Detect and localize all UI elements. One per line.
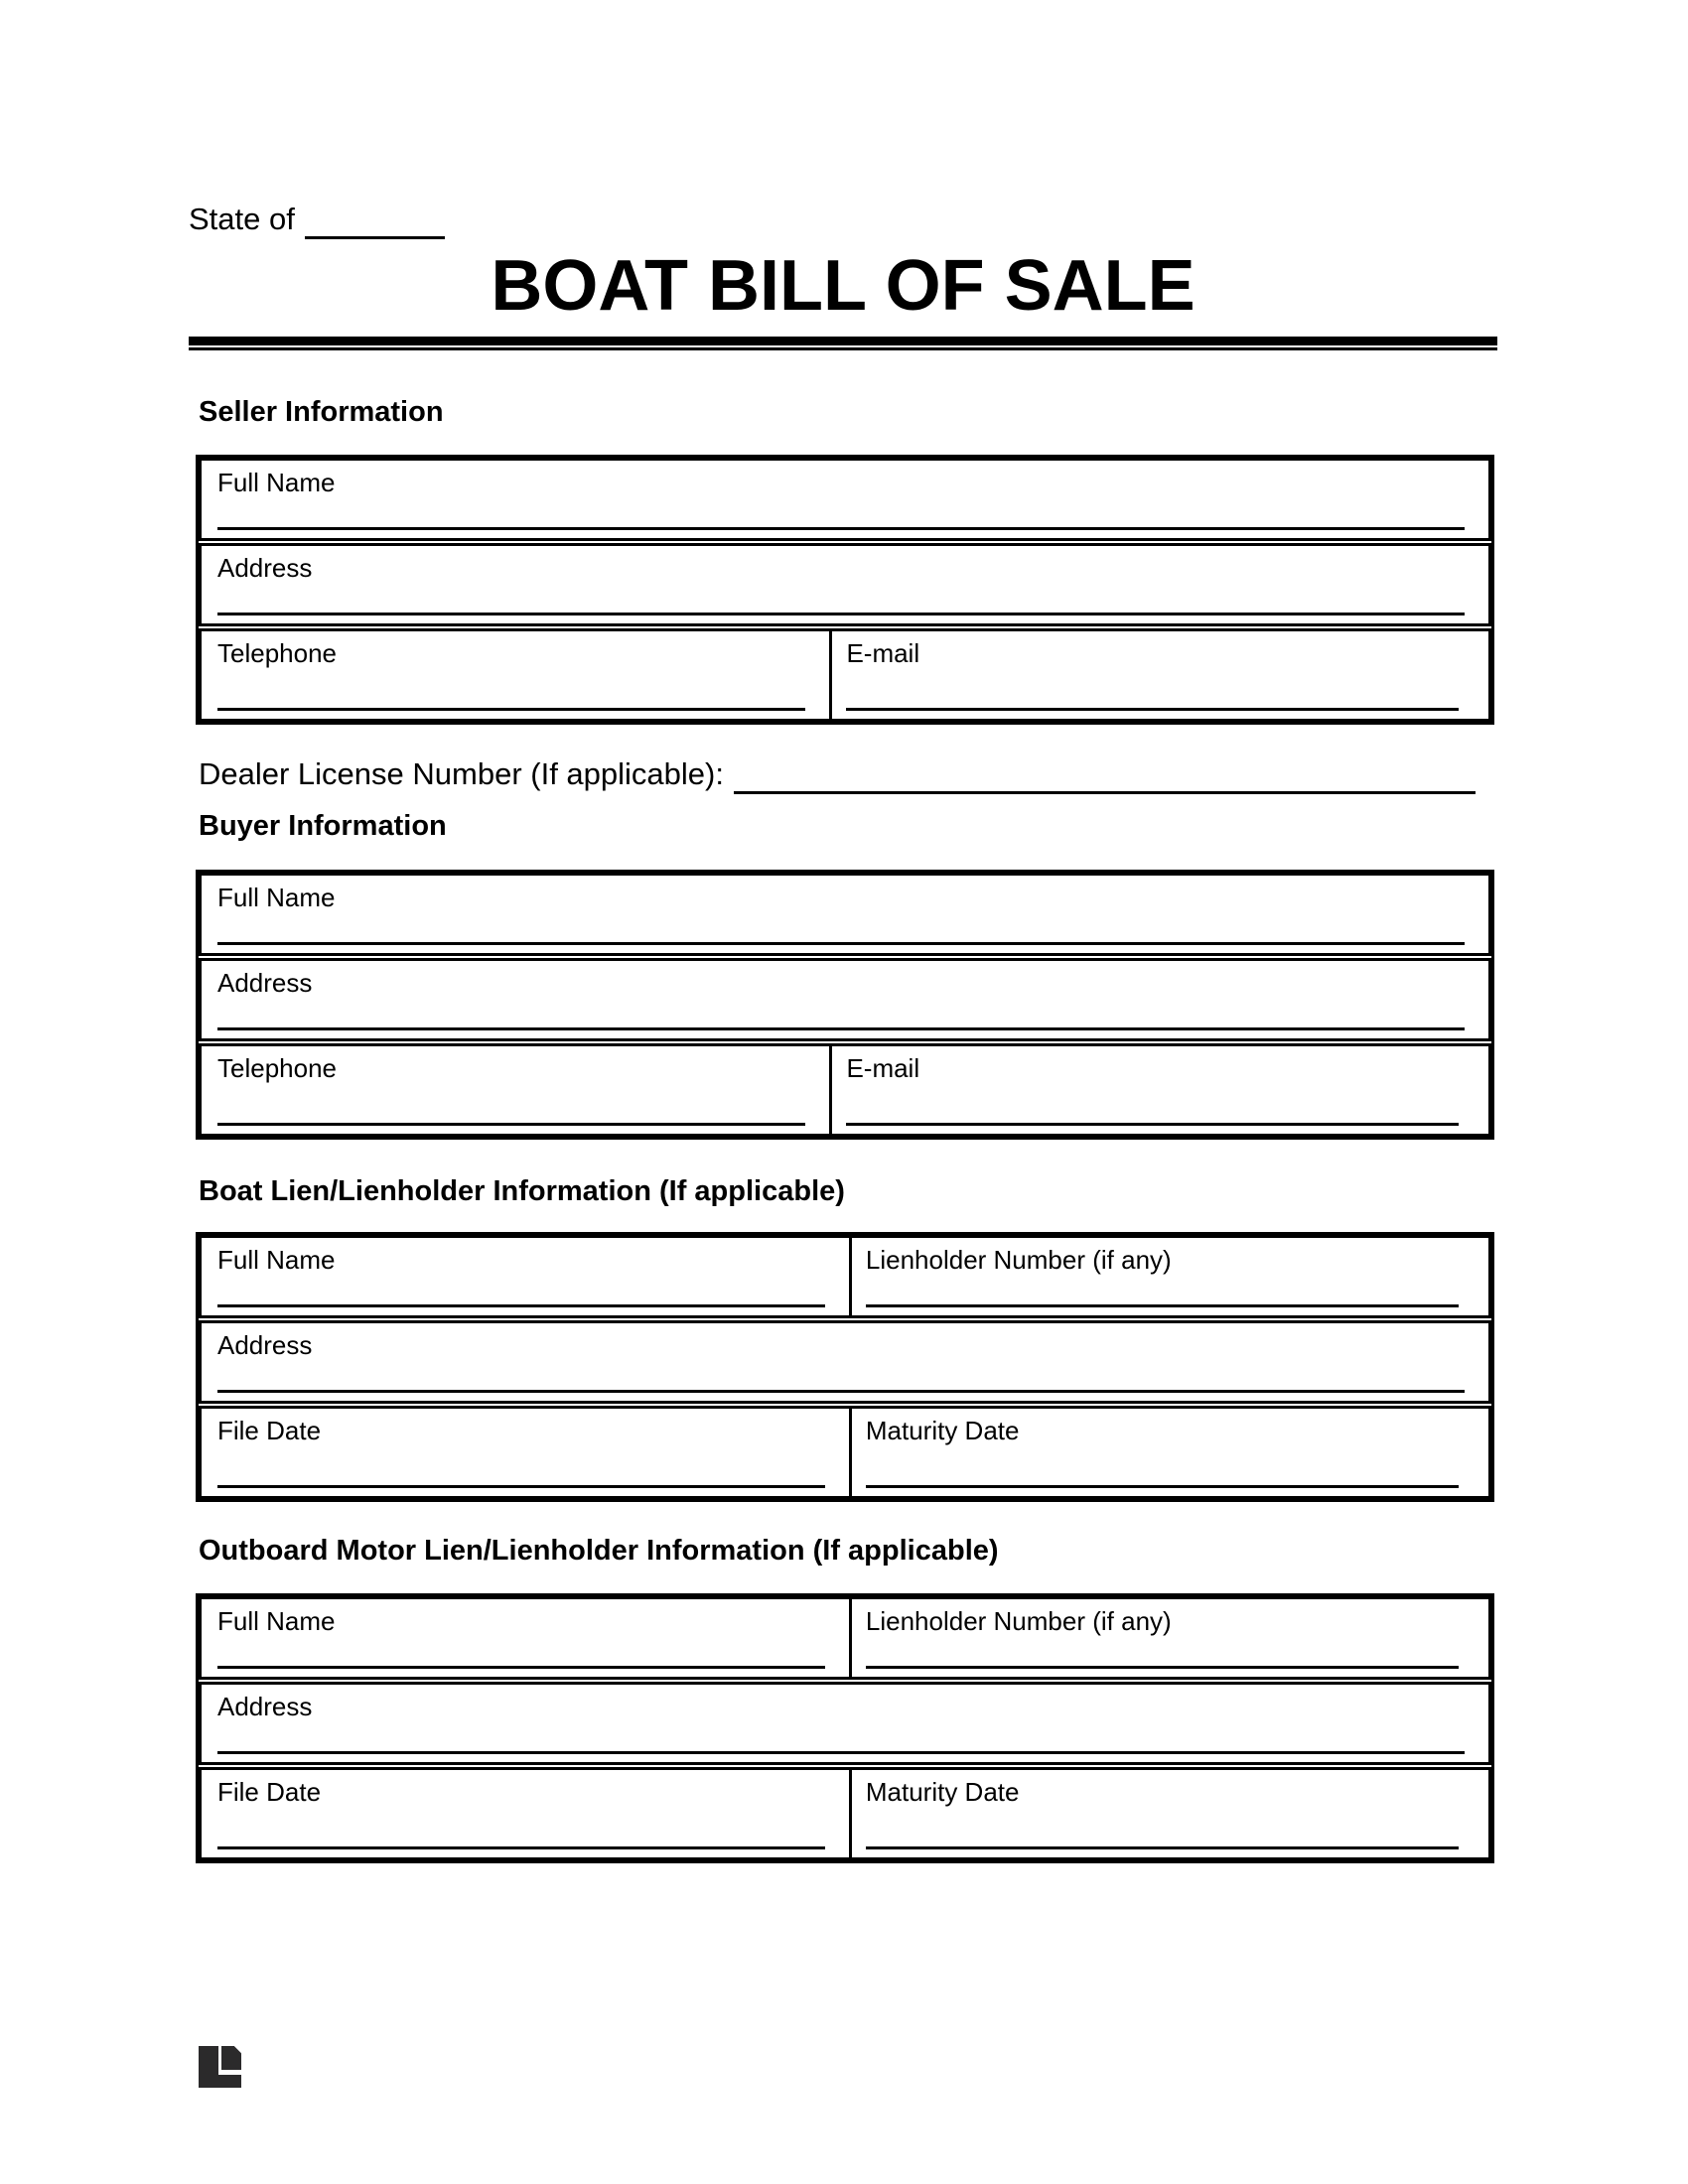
seller-telephone-blank[interactable] [217,708,805,711]
dealer-license-line [199,754,1476,794]
document-title: BOAT BILL OF SALE [491,246,1196,326]
outboard-lien-full-name-label: Full Name [217,1606,336,1636]
seller-address-blank[interactable] [217,613,1465,615]
logo-folded-page-shape [221,2046,241,2070]
boat-lien-section-heading: Boat Lien/Lienholder Information (If applicable) [199,1175,845,1207]
boat-lien-maturity-date-field [852,1409,1488,1496]
buyer-full-name-blank[interactable] [217,942,1465,945]
outboard-lien-dates-row [199,1767,1491,1860]
state-of-label: State of [189,202,295,236]
seller-full-name-blank[interactable] [217,527,1465,530]
boat-lien-file-date-label: File Date [217,1416,322,1445]
title-rule [189,337,1497,350]
boat-lien-file-date-blank[interactable] [217,1485,825,1488]
dealer-license-label: Dealer License Number (If applicable): [199,756,724,791]
outboard-lien-lienholder-number-blank[interactable] [866,1666,1459,1669]
outboard-lien-address-field [202,1685,1488,1762]
boat-lien-address-label: Address [217,1330,313,1360]
buyer-email-blank[interactable] [846,1123,1459,1126]
boat-lien-address-row [199,1320,1491,1404]
dealer-license-blank[interactable] [734,784,1476,794]
buyer-address-label: Address [217,968,313,998]
boat-lien-maturity-date-blank[interactable] [866,1485,1459,1488]
seller-address-label: Address [217,553,313,583]
outboard-lien-address-row [199,1682,1491,1765]
buyer-telephone-field [202,1046,832,1134]
boat-lien-lienholder-number-field [852,1238,1488,1315]
outboard-lien-maturity-date-blank[interactable] [866,1846,1459,1849]
outboard-lien-section-heading: Outboard Motor Lien/Lienholder Information (If applicable) [199,1535,999,1567]
seller-full-name-row [199,458,1491,541]
seller-email-label: E-mail [846,638,920,668]
buyer-address-row [199,958,1491,1041]
seller-email-field [832,631,1488,719]
buyer-full-name-label: Full Name [217,883,336,912]
seller-section-heading: Seller Information [199,396,444,428]
seller-telephone-field [202,631,832,719]
outboard-lien-full-name-blank[interactable] [217,1666,825,1669]
buyer-email-field [832,1046,1488,1134]
seller-email-blank[interactable] [846,708,1459,711]
boat-lien-lienholder-number-label: Lienholder Number (if any) [865,1245,1172,1275]
state-of-line [189,200,445,239]
brand-logo-icon [199,2046,241,2088]
outboard-lien-table [196,1593,1494,1863]
seller-table [196,455,1494,725]
outboard-lien-address-label: Address [217,1692,313,1721]
outboard-lien-file-date-field [202,1770,852,1857]
buyer-telephone-blank[interactable] [217,1123,805,1126]
seller-contact-row [199,628,1491,722]
buyer-table [196,870,1494,1140]
outboard-lien-maturity-date-label: Maturity Date [865,1777,1020,1807]
outboard-lien-lienholder-number-label: Lienholder Number (if any) [865,1606,1172,1636]
seller-address-field [202,546,1488,623]
boat-lien-full-name-label: Full Name [217,1245,336,1275]
outboard-lien-lienholder-number-field [852,1599,1488,1677]
outboard-lien-file-date-label: File Date [217,1777,322,1807]
buyer-email-label: E-mail [846,1053,920,1083]
buyer-telephone-label: Telephone [217,1053,337,1083]
boat-lien-lienholder-number-blank[interactable] [866,1304,1459,1307]
buyer-address-field [202,961,1488,1038]
boat-lien-maturity-date-label: Maturity Date [865,1416,1020,1445]
buyer-contact-row [199,1043,1491,1137]
buyer-full-name-field [202,876,1488,953]
seller-full-name-field [202,461,1488,538]
outboard-lien-file-date-blank[interactable] [217,1846,825,1849]
outboard-lien-full-name-field [202,1599,852,1677]
boat-lien-dates-row [199,1406,1491,1499]
seller-address-row [199,543,1491,626]
outboard-lien-name-row [199,1596,1491,1680]
outboard-lien-maturity-date-field [852,1770,1488,1857]
buyer-address-blank[interactable] [217,1027,1465,1030]
outboard-lien-address-blank[interactable] [217,1751,1465,1754]
boat-lien-table [196,1232,1494,1502]
buyer-full-name-row [199,873,1491,956]
seller-telephone-label: Telephone [217,638,337,668]
buyer-section-heading: Buyer Information [199,810,447,842]
logo-l-horizontal-bar [199,2075,241,2088]
boat-lien-name-row [199,1235,1491,1318]
seller-full-name-label: Full Name [217,468,336,497]
boat-lien-address-field [202,1323,1488,1401]
boat-lien-full-name-field [202,1238,852,1315]
boat-lien-file-date-field [202,1409,852,1496]
boat-lien-full-name-blank[interactable] [217,1304,825,1307]
state-of-blank[interactable] [305,229,445,239]
boat-lien-address-blank[interactable] [217,1390,1465,1393]
